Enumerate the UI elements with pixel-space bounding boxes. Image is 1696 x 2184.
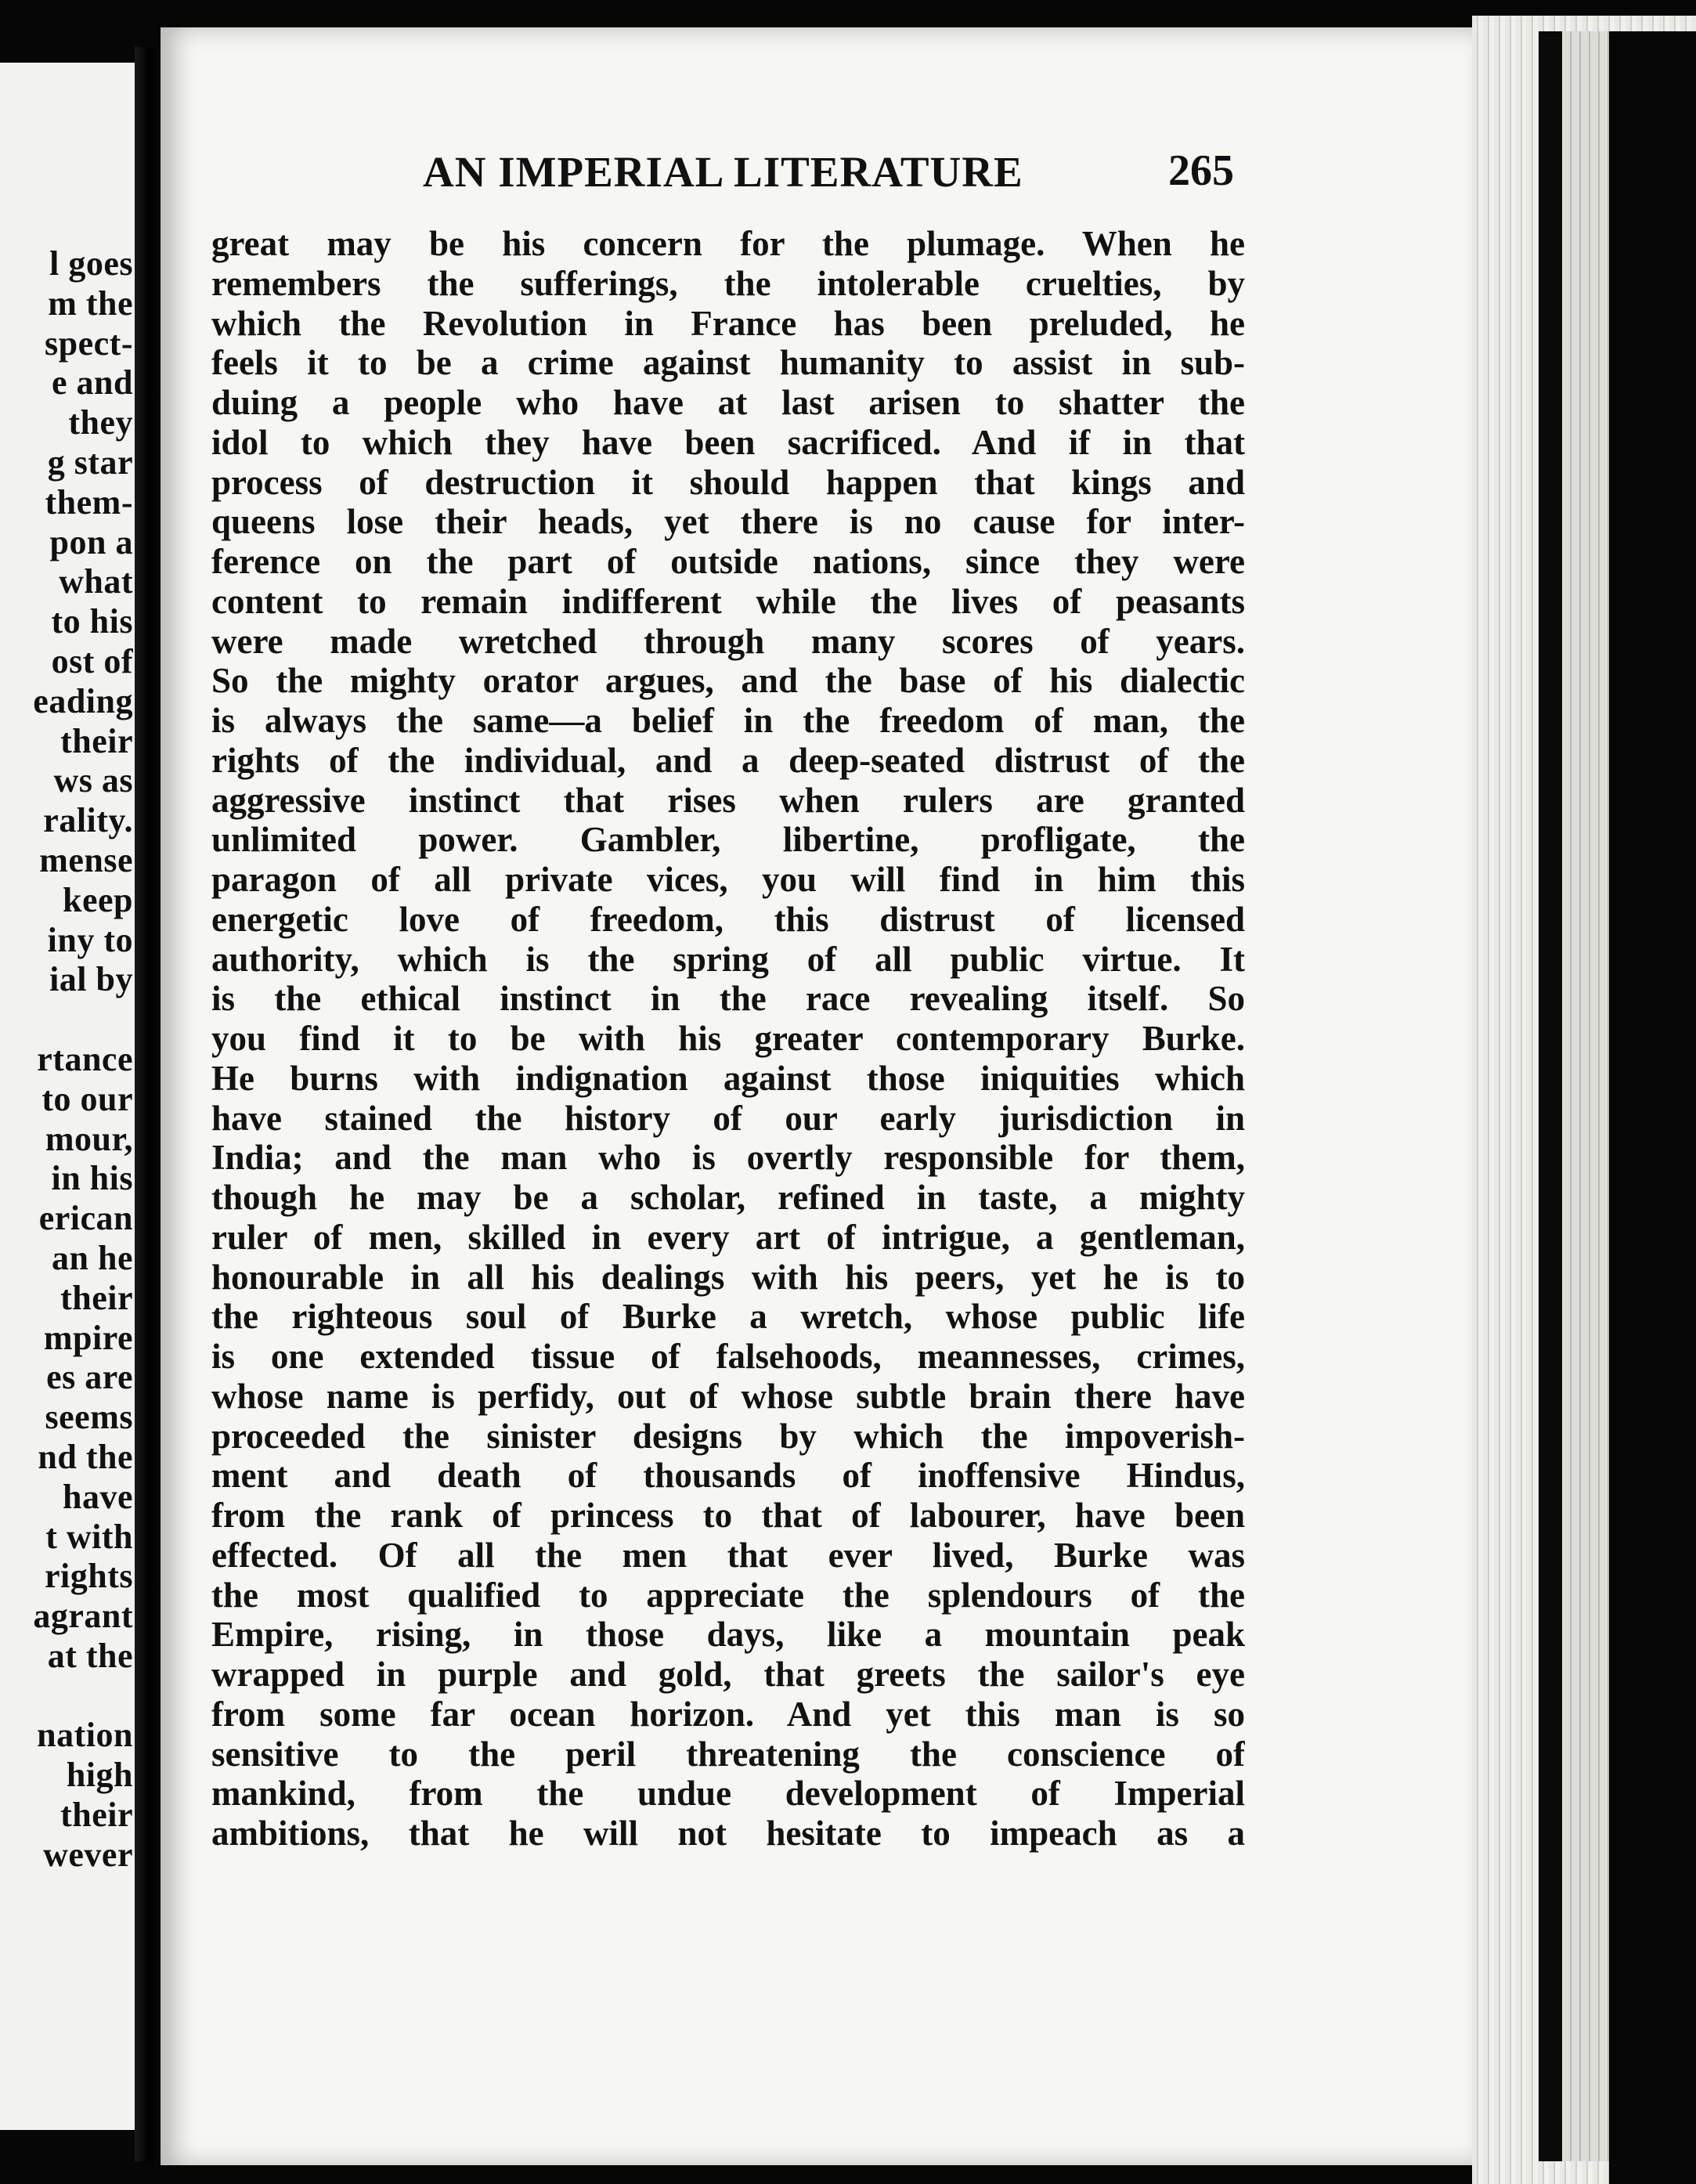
text-line: have stained the history of our early jurisdiction in bbox=[211, 1098, 1245, 1138]
left-page-fragment: t with bbox=[45, 1517, 133, 1556]
text-line: rights of the individual, and a deep-seated distrust of the bbox=[211, 740, 1245, 780]
left-page-fragment: ost of bbox=[51, 641, 133, 680]
text-line: the most qualified to appreciate the splendours of the bbox=[211, 1575, 1245, 1615]
text-line: whose name is perfidy, out of whose subtle brain there have bbox=[211, 1376, 1245, 1416]
left-page-fragment bbox=[0, 1000, 133, 1040]
left-page-fragment: mpire bbox=[43, 1318, 133, 1357]
left-page-fragment: rights bbox=[45, 1557, 133, 1596]
text-line: So the mighty orator argues, and the base of his dialectic bbox=[211, 661, 1245, 701]
left-page-fragment: what bbox=[59, 562, 133, 601]
left-page-fragment: they bbox=[68, 403, 133, 442]
left-page-fragment: mense bbox=[39, 840, 133, 879]
text-line: which the Revolution in France has been preluded, he bbox=[211, 303, 1245, 343]
left-page-fragment: ws as bbox=[53, 761, 133, 800]
text-line: ambitions, that he will not hesitate to impeach as a bbox=[211, 1814, 1245, 1853]
text-line: ment and death of thousands of inoffensive Hindus, bbox=[211, 1456, 1245, 1496]
left-page-fragment: wever bbox=[43, 1835, 133, 1874]
text-line: effected. Of all the men that ever lived, Burke was bbox=[211, 1535, 1245, 1575]
text-line: paragon of all private vices, you will find in him this bbox=[211, 860, 1245, 899]
left-page-fragment: eading bbox=[33, 681, 133, 720]
left-page-fragment: pon a bbox=[49, 522, 133, 561]
left-page-fragment: iny to bbox=[47, 920, 133, 959]
page-number: 265 bbox=[1168, 146, 1234, 195]
left-page-fragment: to our bbox=[41, 1079, 133, 1118]
left-page-fragment: nd the bbox=[38, 1437, 133, 1476]
text-line: idol to which they have been sacrificed. And if in that bbox=[211, 422, 1245, 462]
left-page-fragment: an he bbox=[52, 1238, 133, 1277]
left-page-fragment: ial by bbox=[49, 960, 133, 999]
text-line: aggressive instinct that rises when rulers are granted bbox=[211, 780, 1245, 820]
left-page-fragment: rality. bbox=[43, 801, 133, 840]
text-line: unlimited power. Gambler, libertine, profligate, the bbox=[211, 820, 1245, 860]
text-line: is one extended tissue of falsehoods, meannesses, crimes, bbox=[211, 1337, 1245, 1376]
left-page-fragment: l goes bbox=[49, 244, 133, 283]
text-line: content to remain indifferent while the lives of peasants bbox=[211, 581, 1245, 621]
left-page-fragment: e and bbox=[52, 363, 133, 403]
text-line: ference on the part of outside nations, since they were bbox=[211, 542, 1245, 581]
left-page-fragment: agrant bbox=[33, 1597, 133, 1636]
text-line: India; and the man who is overtly responsible for them, bbox=[211, 1138, 1245, 1178]
scan-background-right bbox=[1609, 31, 1696, 2184]
left-page-fragment: to his bbox=[51, 602, 133, 641]
text-line: the righteous soul of Burke a wretch, whose public life bbox=[211, 1297, 1245, 1337]
left-page-fragment: seems bbox=[45, 1398, 133, 1437]
left-facing-page bbox=[0, 63, 149, 2130]
text-line: sensitive to the peril threatening the conscience of bbox=[211, 1734, 1245, 1774]
left-page-fragment: es are bbox=[46, 1358, 133, 1397]
text-line: mankind, from the undue development of Imperial bbox=[211, 1774, 1245, 1814]
left-page-fragment: nation bbox=[37, 1716, 133, 1755]
text-line: energetic love of freedom, this distrust of licensed bbox=[211, 899, 1245, 939]
text-line: great may be his concern for the plumage. When he bbox=[211, 224, 1245, 263]
text-line: from some far ocean horizon. And yet this man is so bbox=[211, 1694, 1245, 1734]
left-page-fragment: g star bbox=[47, 442, 133, 482]
left-page-fragment: keep bbox=[63, 880, 133, 919]
text-line: honourable in all his dealings with his peers, yet he is to bbox=[211, 1257, 1245, 1297]
text-line: feels it to be a crime against humanity to assist in sub- bbox=[211, 343, 1245, 383]
left-page-fragment: their bbox=[60, 1278, 133, 1317]
left-page-fragment: mour, bbox=[45, 1119, 133, 1158]
body-text bbox=[211, 224, 1245, 1854]
text-line: remembers the sufferings, the intolerable cruelties, by bbox=[211, 263, 1245, 303]
text-line: from the rank of princess to that of labourer, have been bbox=[211, 1496, 1245, 1535]
left-page-fragment: high bbox=[66, 1756, 133, 1795]
left-page-fragment: m the bbox=[48, 283, 133, 323]
left-page-fragment bbox=[0, 1677, 133, 1717]
left-page-fragment: at the bbox=[47, 1636, 133, 1675]
left-page-fragment: in his bbox=[51, 1159, 133, 1198]
text-line: process of destruction it should happen that kings and bbox=[211, 462, 1245, 502]
text-line: is always the same—a belief in the freedom of man, the bbox=[211, 701, 1245, 740]
text-line: authority, which is the spring of all public virtue. It bbox=[211, 939, 1245, 979]
text-line: proceeded the sinister designs by which the impoverish- bbox=[211, 1416, 1245, 1456]
text-line: queens lose their heads, yet there is no cause for inter- bbox=[211, 502, 1245, 542]
left-page-fragment: erican bbox=[38, 1199, 133, 1238]
left-page-fragment: their bbox=[60, 721, 133, 760]
left-page-text-fragments bbox=[0, 244, 133, 1875]
left-page-fragment: rtance bbox=[37, 1039, 133, 1078]
left-page-fragment: their bbox=[60, 1796, 133, 1835]
running-head: AN IMPERIAL LITERATURE bbox=[423, 148, 1023, 196]
text-line: Empire, rising, in those days, like a mountain peak bbox=[211, 1615, 1245, 1655]
text-line: ruler of men, skilled in every art of intrigue, a gentleman, bbox=[211, 1217, 1245, 1257]
text-line: though he may be a scholar, refined in taste, a mighty bbox=[211, 1178, 1245, 1217]
page-edge-shadow bbox=[1539, 31, 1562, 2161]
text-line: duing a people who have at last arisen to shatter the bbox=[211, 383, 1245, 422]
text-line: wrapped in purple and gold, that greets the sailor's eye bbox=[211, 1655, 1245, 1694]
left-page-fragment: them- bbox=[45, 482, 133, 522]
text-line: is the ethical instinct in the race revealing itself. So bbox=[211, 979, 1245, 1019]
text-line: He burns with indignation against those iniquities which bbox=[211, 1058, 1245, 1098]
left-page-fragment: spect- bbox=[45, 323, 133, 363]
book-fore-edge bbox=[1562, 31, 1609, 2161]
text-line: were made wretched through many scores of years. bbox=[211, 621, 1245, 661]
left-page-fragment: have bbox=[63, 1477, 133, 1516]
text-line: you find it to be with his greater contemporary Burke. bbox=[211, 1019, 1245, 1058]
